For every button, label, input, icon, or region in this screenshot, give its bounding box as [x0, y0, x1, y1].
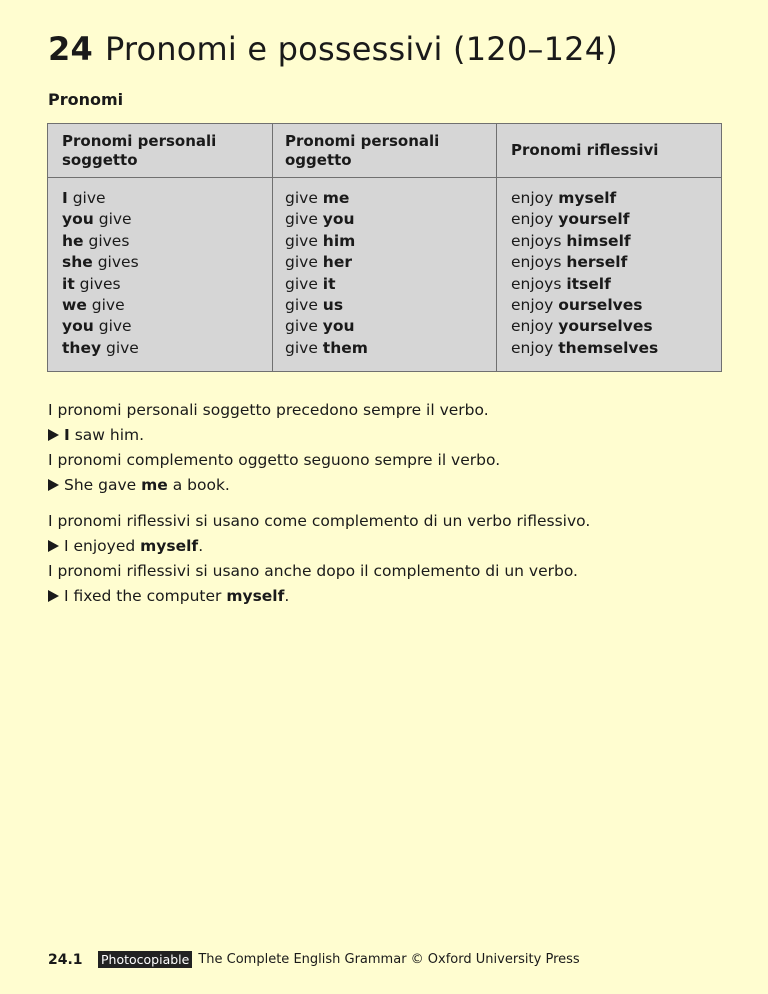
verb: give [93, 210, 132, 229]
subject-row [62, 316, 258, 337]
arrow-right-icon [48, 590, 59, 602]
verb: give [86, 296, 125, 315]
object-row [285, 316, 482, 337]
explanations [48, 398, 728, 609]
object-row [285, 295, 482, 316]
pronoun: them [322, 338, 368, 357]
subject-row [62, 231, 258, 252]
pronoun: us [322, 296, 344, 315]
verb: enjoy [511, 296, 559, 315]
pronoun: him [322, 231, 356, 250]
pronoun: myself [558, 189, 617, 207]
arrow-right-icon [48, 540, 59, 552]
pronoun: himself [566, 231, 631, 250]
verb: give [101, 338, 139, 357]
verb: gives [83, 231, 130, 250]
verb: enjoys [511, 274, 567, 293]
pronoun: you [62, 317, 94, 336]
chapter-title [48, 30, 618, 68]
verb: give [285, 189, 323, 207]
verb: enjoys [511, 231, 567, 250]
section-title: Pronomi [48, 90, 124, 109]
reflexive-row [511, 316, 707, 337]
subject-row [62, 274, 258, 295]
subject-pronouns-cell [48, 178, 273, 372]
verb: gives [74, 274, 121, 293]
pronoun: ourselves [558, 296, 643, 315]
verb: give [285, 231, 323, 250]
subject-row [62, 188, 258, 209]
object-pronouns-cell [273, 178, 497, 372]
object-row [285, 252, 482, 273]
object-row [285, 231, 482, 252]
example: She gave me a book. [48, 473, 728, 498]
rule-text: I pronomi complemento oggetto seguono sempre il verbo. [48, 451, 501, 469]
verb: give [67, 189, 106, 207]
reflexive-row [511, 338, 707, 359]
pronoun: her [322, 253, 352, 272]
column-header-reflexive: Pronomi riflessivi [497, 124, 722, 178]
arrow-right-icon [48, 479, 59, 491]
rule-text: I pronomi riflessivi si usano anche dopo il complemento di un verbo. [48, 562, 578, 580]
example: I saw him. [48, 423, 728, 448]
pronoun: herself [566, 253, 628, 272]
subject-row [62, 295, 258, 316]
pronoun: you [322, 210, 355, 229]
pronoun: me [322, 189, 350, 207]
verb: enjoy [511, 189, 559, 207]
example: I fixed the computer myself. [48, 584, 728, 609]
subject-row [62, 209, 258, 230]
page-footer [48, 951, 580, 968]
verb: give [93, 317, 132, 336]
pronoun: yourself [558, 210, 630, 229]
photocopiable-badge: Photocopiable [98, 951, 192, 968]
pronoun: it [62, 274, 75, 293]
example: I enjoyed myself. [48, 534, 728, 559]
arrow-right-icon [48, 429, 59, 441]
pronoun: you [62, 210, 94, 229]
pronoun: you [322, 317, 355, 336]
verb: give [285, 317, 323, 336]
chapter-number: 24 [48, 30, 93, 68]
column-header-object: Pronomi personali oggetto [273, 124, 497, 178]
pronoun: they [62, 338, 102, 357]
verb: give [285, 253, 323, 272]
rule-text: I pronomi riflessivi si usano come complemento di un verbo riflessivo. [48, 512, 591, 530]
reflexive-row [511, 209, 707, 230]
pronoun: she [62, 253, 93, 272]
pronoun: yourselves [558, 317, 653, 336]
verb: enjoy [511, 210, 559, 229]
copyright-text: The Complete English Grammar © Oxford University Press [198, 952, 580, 967]
column-header-subject: Pronomi personali soggetto [48, 124, 273, 178]
verb: enjoy [511, 338, 559, 357]
pronoun: it [322, 274, 336, 293]
object-row [285, 274, 482, 295]
subject-row [62, 252, 258, 273]
reflexive-pronouns-cell [497, 178, 722, 372]
reflexive-row [511, 274, 707, 295]
page-number: 24.1 [48, 951, 83, 968]
verb: give [285, 210, 323, 229]
object-row [285, 338, 482, 359]
pronoun: itself [566, 274, 611, 293]
reflexive-row [511, 252, 707, 273]
reflexive-row [511, 295, 707, 316]
pronoun-table [47, 123, 722, 372]
verb: give [285, 338, 323, 357]
verb: enjoy [511, 317, 559, 336]
chapter-title-text: Pronomi e possessivi (120–124) [104, 30, 618, 68]
object-row [285, 188, 482, 209]
pronoun: themselves [558, 338, 659, 357]
verb: give [285, 296, 323, 315]
rule-text: I pronomi personali soggetto precedono sempre il verbo. [48, 401, 489, 419]
subject-row [62, 338, 258, 359]
pronoun: we [62, 296, 87, 315]
reflexive-row [511, 231, 707, 252]
pronoun: I [62, 189, 68, 207]
pronoun: he [62, 231, 84, 250]
verb: enjoys [511, 253, 567, 272]
object-row [285, 209, 482, 230]
reflexive-row [511, 188, 707, 209]
verb: gives [92, 253, 139, 272]
verb: give [285, 274, 323, 293]
